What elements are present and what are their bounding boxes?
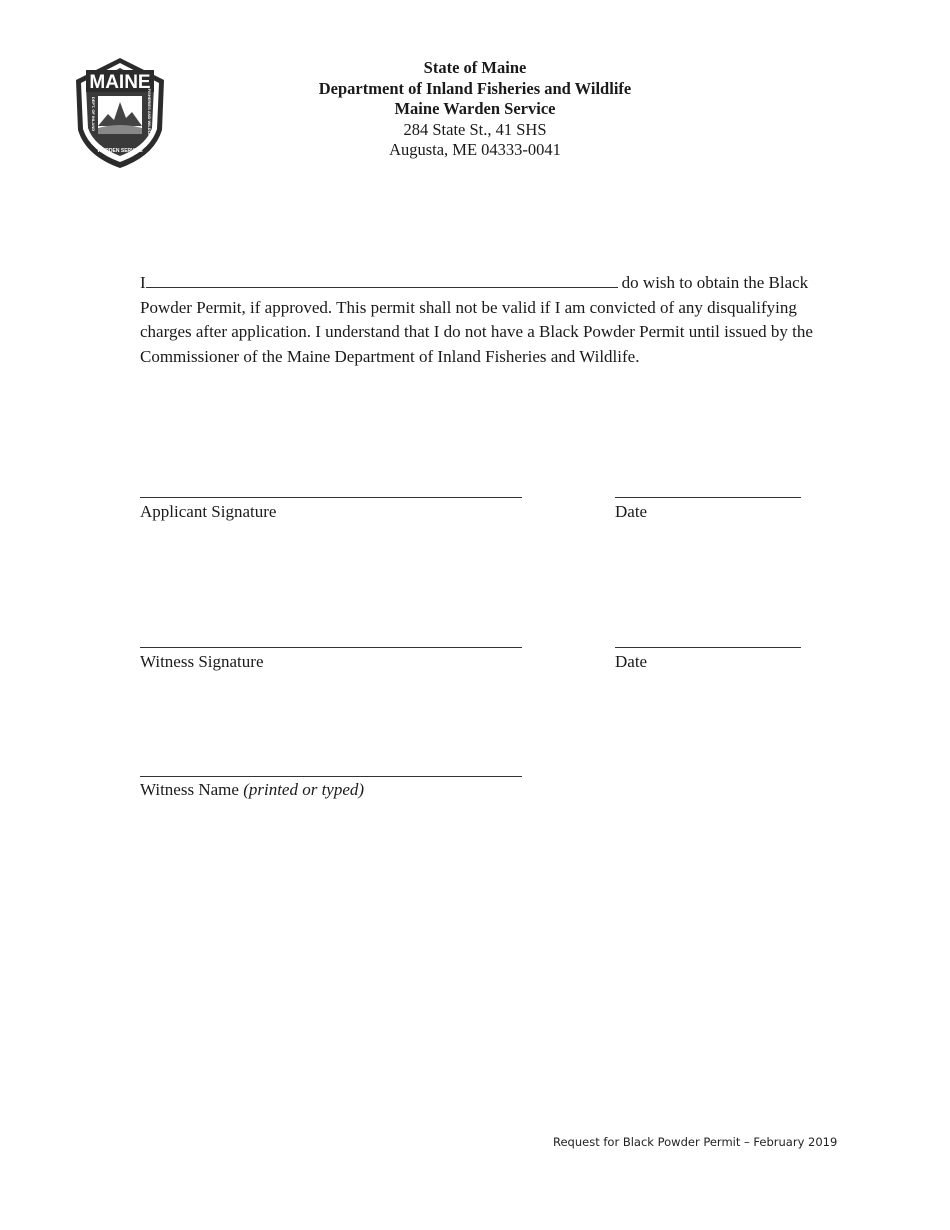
witness-name-label-group	[140, 780, 364, 800]
header-service: Maine Warden Service	[394, 99, 556, 119]
applicant-statement	[140, 270, 820, 369]
applicant-signature-line[interactable]	[140, 497, 522, 498]
applicant-date-label: Date	[615, 502, 648, 521]
witness-name-note: (printed or typed)	[243, 780, 365, 799]
letterhead	[250, 58, 700, 161]
logo-title: MAINE	[89, 72, 151, 93]
logo-ring-bottom: WARDEN SERVICE	[97, 148, 143, 154]
witness-name-line[interactable]	[140, 776, 522, 777]
applicant-signature-label: Applicant Signature	[140, 502, 277, 521]
header-city: Augusta, ME 04333-0041	[389, 140, 561, 160]
form-footer: Request for Black Powder Permit – February 2019	[553, 1135, 838, 1149]
statement-body: Black Powder Permit, if approved. This permit shall not be valid if I am convicted of any disqualifying charges after application. I understand that I do not have a Black Powder Permit until issued by the Commissioner of the Maine Department of Inland Fisheries and Wildlife.	[140, 273, 813, 366]
witness-signature-label: Witness Signature	[140, 652, 264, 671]
logo-ring-left: DEPT. OF INLAND	[91, 96, 96, 132]
witness-date-line[interactable]	[615, 647, 801, 648]
header-department: Department of Inland Fisheries and Wildlife	[318, 78, 632, 98]
header-state: State of Maine	[423, 58, 527, 77]
witness-signature-line[interactable]	[140, 647, 522, 648]
logo-ring-right: FISHERIES AND WILDLIFE	[147, 88, 152, 140]
witness-date-label: Date	[615, 652, 648, 671]
maine-warden-service-logo	[74, 56, 166, 170]
statement-prefix: I	[140, 273, 146, 292]
applicant-date-line[interactable]	[615, 497, 801, 498]
statement-after-blank: do wish to obtain the	[621, 273, 765, 292]
header-street: 284 State St., 41 SHS	[403, 119, 547, 139]
witness-name-label: Witness Name	[140, 780, 239, 799]
applicant-name-field[interactable]	[146, 270, 618, 288]
